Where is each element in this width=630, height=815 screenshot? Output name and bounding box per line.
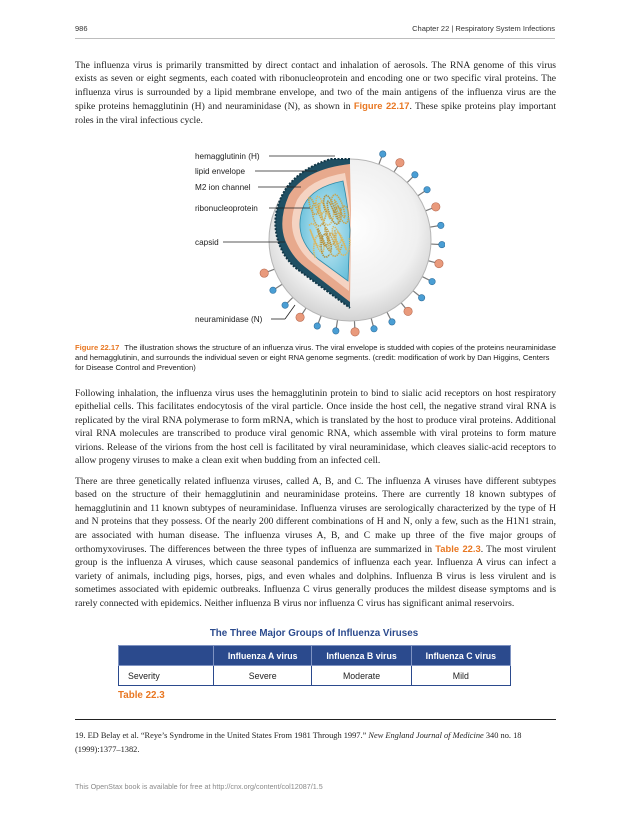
table-header-cell: Influenza A virus <box>214 646 312 666</box>
page-header <box>75 24 555 38</box>
label-capsid: capsid <box>195 238 219 247</box>
neuraminidase-spike <box>432 203 440 211</box>
figure-caption-text: The illustration shows the structure of an influenza virus. The viral envelope is studded with copies of the proteins neuraminidase and hemagglutinin, and surrounds the individual seven or eight RNA genome segments. (credit: modification of work by Dan Higgins, Centers for Disease Control and Prevention) <box>75 343 557 372</box>
paragraph-influenza-types <box>75 475 556 610</box>
influenza-virus-illustration <box>185 145 445 340</box>
footnote-rule <box>75 719 556 720</box>
neuraminidase-spike <box>296 313 304 321</box>
influenza-groups-table <box>118 645 511 686</box>
page-number: 986 <box>75 24 88 33</box>
table-header-cell: Influenza C virus <box>411 646 510 666</box>
page-footer: This OpenStax book is available for free at http://cnx.org/content/col12087/1.5 <box>75 782 323 791</box>
paragraph-text: . The most virulent group is the influenza A viruses, which cause seasonal pandemics of influenza each year. Influenza A virus can infect a variety of animals, including pigs, horses, pigs, and even whales and dolphins. Influenza B virus is less virulent and is sometimes associated with epidemic outbreaks. Influenza C virus generally produces the mildest disease symptoms and is rarely connected with epidemics. Neither influenza B virus nor influenza C virus has significant animal reservoirs. <box>75 544 557 609</box>
footnote-text: 19. ED Belay et al. “Reye’s Syndrome in the United States From 1981 Through 1997.” <box>75 731 369 740</box>
paragraph-infection-cycle: Following inhalation, the influenza virus uses the hemagglutinin protein to bind to sialic acid receptors on host respiratory epithelial cells. This facilitates endocytosis of the viral particle. Once inside the host cell, the negative strand viral RNA is replicated by the viral RNA polymerase to form mRNA, which is translated by the host to produce viral proteins. Additional viral RNA molecules are transcribed to produce viral genomic RNA, which assemble with viral proteins to form mature virions. Release of the virions from the host cell is facilitated by viral neuraminidase, which cleaves sialic-acid receptors to allow progeny viruses to make a clean exit when budding from an infected cell. <box>75 388 556 467</box>
table-link[interactable]: Table 22.3 <box>435 543 481 555</box>
table-cell: Severe <box>214 666 312 686</box>
figure-caption <box>75 343 556 373</box>
hemagglutinin-spike <box>371 326 377 332</box>
footnote-text: 340 no. 18 (1999):1377–1382. <box>75 731 522 754</box>
table-header-cell: Influenza B virus <box>312 646 411 666</box>
neuraminidase-spike <box>351 328 359 336</box>
hemagglutinin-spike <box>380 151 386 157</box>
table-header-row <box>119 646 511 666</box>
label-neuraminidase: neuraminidase (N) <box>195 315 263 324</box>
table-cell: Mild <box>411 666 510 686</box>
table-cell: Moderate <box>312 666 411 686</box>
neuraminidase-spike <box>435 259 443 267</box>
table-label: Table 22.3 <box>118 690 165 701</box>
paragraph-text: The influenza virus is primarily transmitted by direct contact and inhalation of aerosols. The RNA genome of this virus exists as seven or eight segments, each coated with ribonucleoprotein and encoding one or two specific viral proteins. The influenza virus is surrounded by a lipid membrane envelope, and two of the main antigens of the influenza virus are the spike proteins hemagglutinin (H) and neuraminidase (N), as shown in <box>75 60 556 113</box>
hemagglutinin-spike <box>282 302 288 308</box>
hemagglutinin-spike <box>270 287 276 293</box>
hemagglutinin-spike <box>438 222 444 228</box>
footnote <box>75 729 553 756</box>
hemagglutinin-spike <box>439 241 445 247</box>
label-ribonucleoprotein: ribonucleoprotein <box>195 204 258 213</box>
table-header-cell <box>119 646 214 666</box>
table-row-label: Severity <box>119 666 214 686</box>
hemagglutinin-spike <box>429 278 435 284</box>
paragraph-text: There are three genetically related influenza viruses, called A, B, and C. The influenza A viruses have different subtypes based on the structure of their hemagglutinin and neuraminidase proteins. There are currently 18 known subtypes of hemagglutinin and 11 known subtypes of neuraminidase. Influenza viruses are serologically characterized by the type of H and N proteins that they possess. Of the nearly 200 different combinations of H and N, only a few, such as the H1N1 strain, are associated with human disease. The influenza viruses A, B, and C make up three of the five major groups of orthomyxoviruses. The differences between the three types of influenza are summarized in <box>75 476 556 556</box>
neuraminidase-spike <box>404 307 412 315</box>
hemagglutinin-spike <box>424 187 430 193</box>
label-lipid-envelope: lipid envelope <box>195 167 246 176</box>
footnote-journal: New England Journal of Medicine <box>368 731 484 740</box>
chapter-title: Chapter 22 | Respiratory System Infections <box>412 24 555 33</box>
table-row <box>119 666 511 686</box>
paragraph-transmission <box>75 59 556 127</box>
hemagglutinin-spike <box>333 328 339 334</box>
neuraminidase-spike <box>396 159 404 167</box>
table-title: The Three Major Groups of Influenza Viruses <box>209 628 419 639</box>
label-hemagglutinin: hemagglutinin (H) <box>195 152 260 161</box>
header-rule <box>75 38 555 39</box>
hemagglutinin-spike <box>389 319 395 325</box>
neuraminidase-spike <box>260 269 268 277</box>
hemagglutinin-spike <box>418 295 424 301</box>
figure-caption-label: Figure 22.17 <box>75 343 120 352</box>
paragraph-text: . These spike proteins play important roles in the viral infectious cycle. <box>75 101 556 126</box>
label-m2-ion-channel: M2 ion channel <box>195 183 251 192</box>
figure-link[interactable]: Figure 22.17 <box>353 100 410 112</box>
hemagglutinin-spike <box>412 172 418 178</box>
hemagglutinin-spike <box>314 323 320 329</box>
